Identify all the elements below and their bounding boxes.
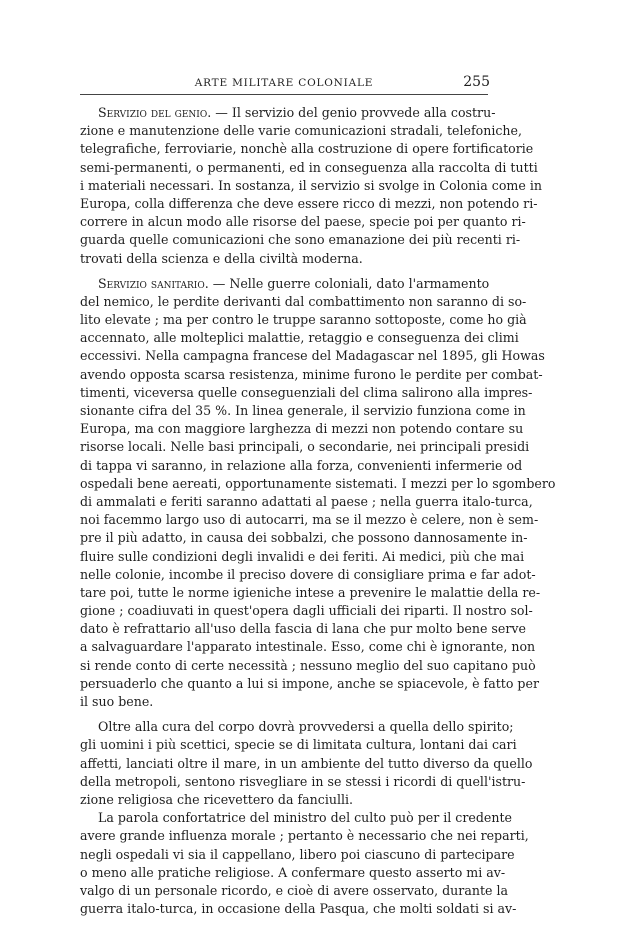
text-line: pre il più adatto, in causa dei sobbalzi, che possono dannosamente in- [80,530,528,546]
text-line: timenti, viceversa quelle conseguenziali del clima salirono alla impres- [80,384,533,400]
text-line: telegrafiche, ferroviarie, nonchè alla costruzione di opere fortificatorie [80,141,534,157]
section-heading-genio: Servizio del genio. [98,105,212,120]
paragraph-culto [80,809,529,918]
text-line: a salvaguardare l'apparato intestinale. Esso, come chi è ignorante, non [80,639,536,655]
text-line: risorse locali. Nelle basi principali, o secondarie, nei principali presidi [80,439,530,455]
body-text [80,104,556,925]
text-line: negli ospedali vi sia il cappellano, libero poi ciascuno di partecipare [80,846,515,862]
text-line: nelle colonie, incombe il preciso dovere di consigliare prima e far adot- [80,566,536,582]
text-line: fluire sulle condizioni degli invalidi e dei feriti. Ai medici, più che mai [80,548,525,564]
text-line: dato è refrattario all'uso della fascia di lana che pur molto bene serve [80,621,526,637]
text-line: del nemico, le perdite derivanti dal combattimento non saranno di so- [80,293,527,309]
text-line: o meno alle pratiche religiose. A confermare questo asserto mi av- [80,864,506,880]
paragraph-genio [80,104,542,268]
paragraph-sanitario [80,275,556,712]
section-heading-sanitario: Servizio sanitario. [98,275,209,291]
text-line: correre in alcun modo alle risorse del paese, specie poi per quanto ri- [80,214,526,230]
text-line: sionante cifra del 35 %. In linea generale, il servizio funziona come in [80,403,526,418]
text-line: Servizio sanitario. — Nelle guerre coloniali, dato l'armamento [98,275,490,291]
running-title: ARTE MILITARE COLONIALE [194,77,374,89]
text-line: noi facemmo largo uso di autocarri, ma se il mezzo è celere, non è sem- [80,512,539,528]
text-line: di ammalati e feriti saranno adattati al paese ; nella guerra italo-turca, [80,493,533,509]
text-line: ospedali bene aereati, opportunamente sistemati. I mezzi per lo sgombero [80,475,556,491]
text-line: avere grande influenza morale ; pertanto è necessario che nei reparti, [80,828,529,844]
text-line: gli uomini i più scettici, specie se di limitata cultura, lontani dai cari [80,737,517,753]
text-line: accennato, alle molteplici malattie, retaggio e conseguenza dei climi [80,330,519,346]
text-line: Oltre alla cura del corpo dovrà provvedersi a quella dello spirito; [98,719,514,735]
page-header [80,74,488,94]
text-line: valgo di un personale ricordo, e cioè di avere osservato, durante la [80,882,508,898]
paragraph-spirito [80,718,533,809]
text-line: della metropoli, sentono risvegliare in se stessi i ricordi di quell'istru- [80,773,526,789]
header-rule [80,94,488,95]
text-line: tare poi, tutte le norme igieniche intese a prevenire le malattie della re- [80,584,541,600]
text-line: trovati della scienza e della civiltà moderna. [80,250,363,266]
text-line: i materiali necessari. In sostanza, il servizio si svolge in Colonia come in [80,177,542,193]
text-line: avendo opposta scarsa resistenza, minime furono le perdite per combat- [80,366,543,382]
text-line: guerra italo-turca, in occasione della Pasqua, che molti soldati si av- [80,901,517,917]
text-line: zione religiosa che ricevettero da fanciulli. [80,791,354,807]
text-line: si rende conto di certe necessità ; nessuno meglio del suo capitano può [80,657,536,673]
text-line: zione e manutenzione delle varie comunicazioni stradali, telefoniche, [80,123,522,139]
text-line: Europa, colla differenza che deve essere ricco di mezzi, non potendo ri- [80,195,538,211]
text-line: Servizio del genio. — Il servizio del genio provvede alla costru- [98,105,496,120]
text-line: Europa, ma con maggiore larghezza di mezzi non potendo contare su [80,421,524,437]
text-line: semi-permanenti, o permanenti, ed in conseguenza alla raccolta di tutti [80,159,538,175]
text-line: affetti, lanciati oltre il mare, in un ambiente del tutto diverso da quello [80,755,533,771]
text-line: di tappa vi saranno, in relazione alla forza, convenienti infermerie od [80,457,523,473]
text-line: guarda quelle comunicazioni che sono emanazione dei più recenti ri- [80,232,521,248]
text-line: persuaderlo che quanto a lui si impone, anche se spiacevole, è fatto per [80,675,539,691]
text-line: La parola confortatrice del ministro del culto può per il credente [98,810,512,826]
text-line: il suo bene. [80,694,154,709]
page-number: 255 [463,74,490,90]
text-line: eccessivi. Nella campagna francese del Madagascar nel 1895, gli Howas [80,348,545,364]
text-line: lito elevate ; ma per contro le truppe saranno sottoposte, come ho già [80,312,527,328]
text-line: gione ; coadiuvati in quest'opera dagli ufficiali dei riparti. Il nostro sol- [80,603,533,619]
